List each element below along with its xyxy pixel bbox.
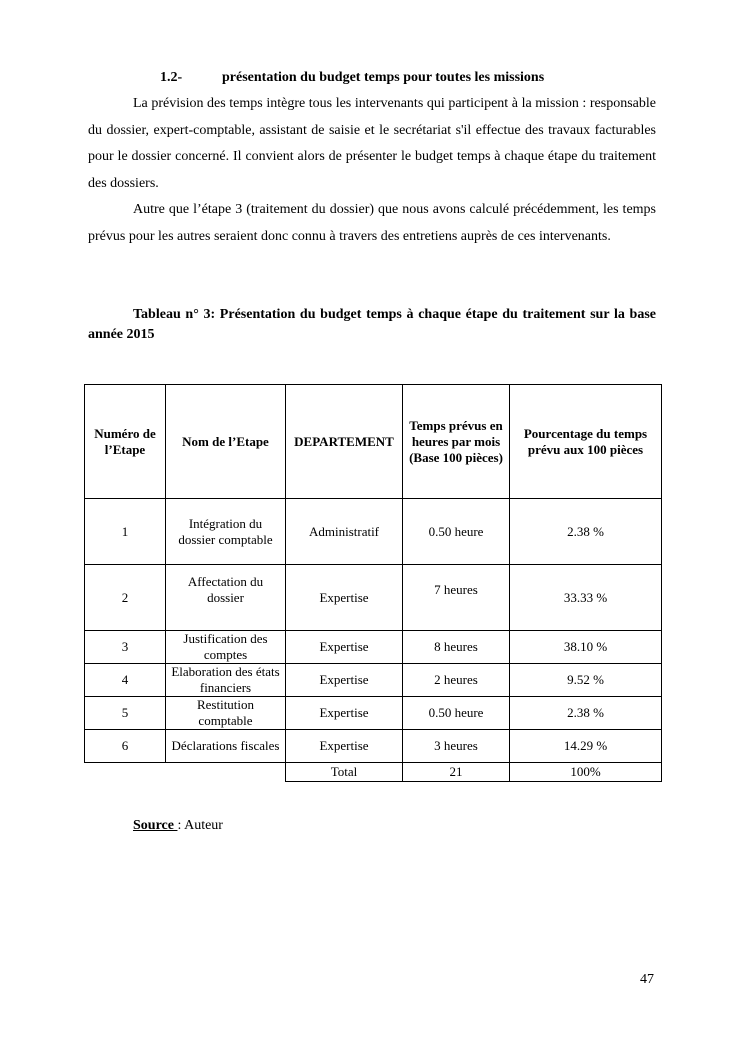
table-row xyxy=(85,631,662,664)
cell-planned-time xyxy=(403,565,510,631)
total-label: Total xyxy=(286,763,403,782)
paragraph-intro xyxy=(88,91,656,197)
cell-department: Expertise xyxy=(286,631,403,664)
cell-step-number: 5 xyxy=(85,697,166,730)
total-percentage: 100% xyxy=(510,763,662,782)
cell-planned-time-text: 7 heures xyxy=(434,581,478,597)
cell-percentage: 2.38 % xyxy=(510,499,662,565)
cell-step-name: Restitution comptable xyxy=(166,697,286,730)
section-heading xyxy=(160,70,544,86)
cell-step-number: 1 xyxy=(85,499,166,565)
cell-percentage: 14.29 % xyxy=(510,730,662,763)
cell-step-name: Justification des comptes xyxy=(166,631,286,664)
section-number: 1.2- xyxy=(160,70,183,85)
table-caption-text: Tableau n° 3: Présentation du budget temps à chaque étape du traitement sur la base année 2015 xyxy=(88,307,656,342)
cell-percentage: 2.38 % xyxy=(510,697,662,730)
cell-percentage: 33.33 % xyxy=(510,565,662,631)
cell-department: Expertise xyxy=(286,664,403,697)
header-step-number: Numéro de l’Etape xyxy=(85,385,166,499)
cell-percentage: 9.52 % xyxy=(510,664,662,697)
table-row xyxy=(85,664,662,697)
cell-department: Expertise xyxy=(286,697,403,730)
blank-cell xyxy=(85,763,166,782)
cell-step-name-text: Affectation du dossier xyxy=(187,573,264,605)
paragraph-text: Autre que l’étape 3 (traitement du dossier) que nous avons calculé précédemment, les temps prévus pour les autres seraient donc connu à travers des entretiens auprès de ces intervenants. xyxy=(88,202,656,244)
cell-step-number: 2 xyxy=(85,565,166,631)
cell-step-number: 6 xyxy=(85,730,166,763)
cell-planned-time: 0.50 heure xyxy=(403,499,510,565)
header-percentage: Pourcentage du temps prévu aux 100 pièces xyxy=(510,385,662,499)
cell-department: Expertise xyxy=(286,730,403,763)
source-note xyxy=(133,818,223,834)
table-caption xyxy=(88,305,656,345)
budget-table xyxy=(84,384,662,782)
table-row xyxy=(85,499,662,565)
cell-step-name: Déclarations fiscales xyxy=(166,730,286,763)
cell-department: Expertise xyxy=(286,565,403,631)
paragraph-steps xyxy=(88,197,656,250)
cell-percentage: 38.10 % xyxy=(510,631,662,664)
table-total-row xyxy=(85,763,662,782)
page-number: 47 xyxy=(640,972,654,987)
cell-step-name xyxy=(166,565,286,631)
cell-step-number: 3 xyxy=(85,631,166,664)
cell-step-name: Elaboration des états financiers xyxy=(166,664,286,697)
source-text: : Auteur xyxy=(177,818,223,833)
header-step-name: Nom de l’Etape xyxy=(166,385,286,499)
table-header-row xyxy=(85,385,662,499)
cell-planned-time: 3 heures xyxy=(403,730,510,763)
table-row xyxy=(85,565,662,631)
section-title: présentation du budget temps pour toutes les missions xyxy=(222,70,545,85)
cell-department: Administratif xyxy=(286,499,403,565)
cell-step-name: Intégration du dossier comptable xyxy=(166,499,286,565)
header-department: DEPARTEMENT xyxy=(286,385,403,499)
blank-cell xyxy=(166,763,286,782)
table-row xyxy=(85,730,662,763)
source-label: Source xyxy=(133,818,178,833)
cell-planned-time: 0.50 heure xyxy=(403,697,510,730)
table-row xyxy=(85,697,662,730)
total-time: 21 xyxy=(403,763,510,782)
cell-planned-time: 8 heures xyxy=(403,631,510,664)
paragraph-text: La prévision des temps intègre tous les intervenants qui participent à la mission : responsable du dossier, expert-comptable, assistant de saisie et le secrétariat s'il effectue des travaux facturables pour le dossier concerné. Il convient alors de présenter le budget temps à chaque étape du traitement des dossiers. xyxy=(88,96,656,191)
cell-step-number: 4 xyxy=(85,664,166,697)
header-planned-time: Temps prévus en heures par mois (Base 100 pièces) xyxy=(403,385,510,499)
cell-planned-time: 2 heures xyxy=(403,664,510,697)
